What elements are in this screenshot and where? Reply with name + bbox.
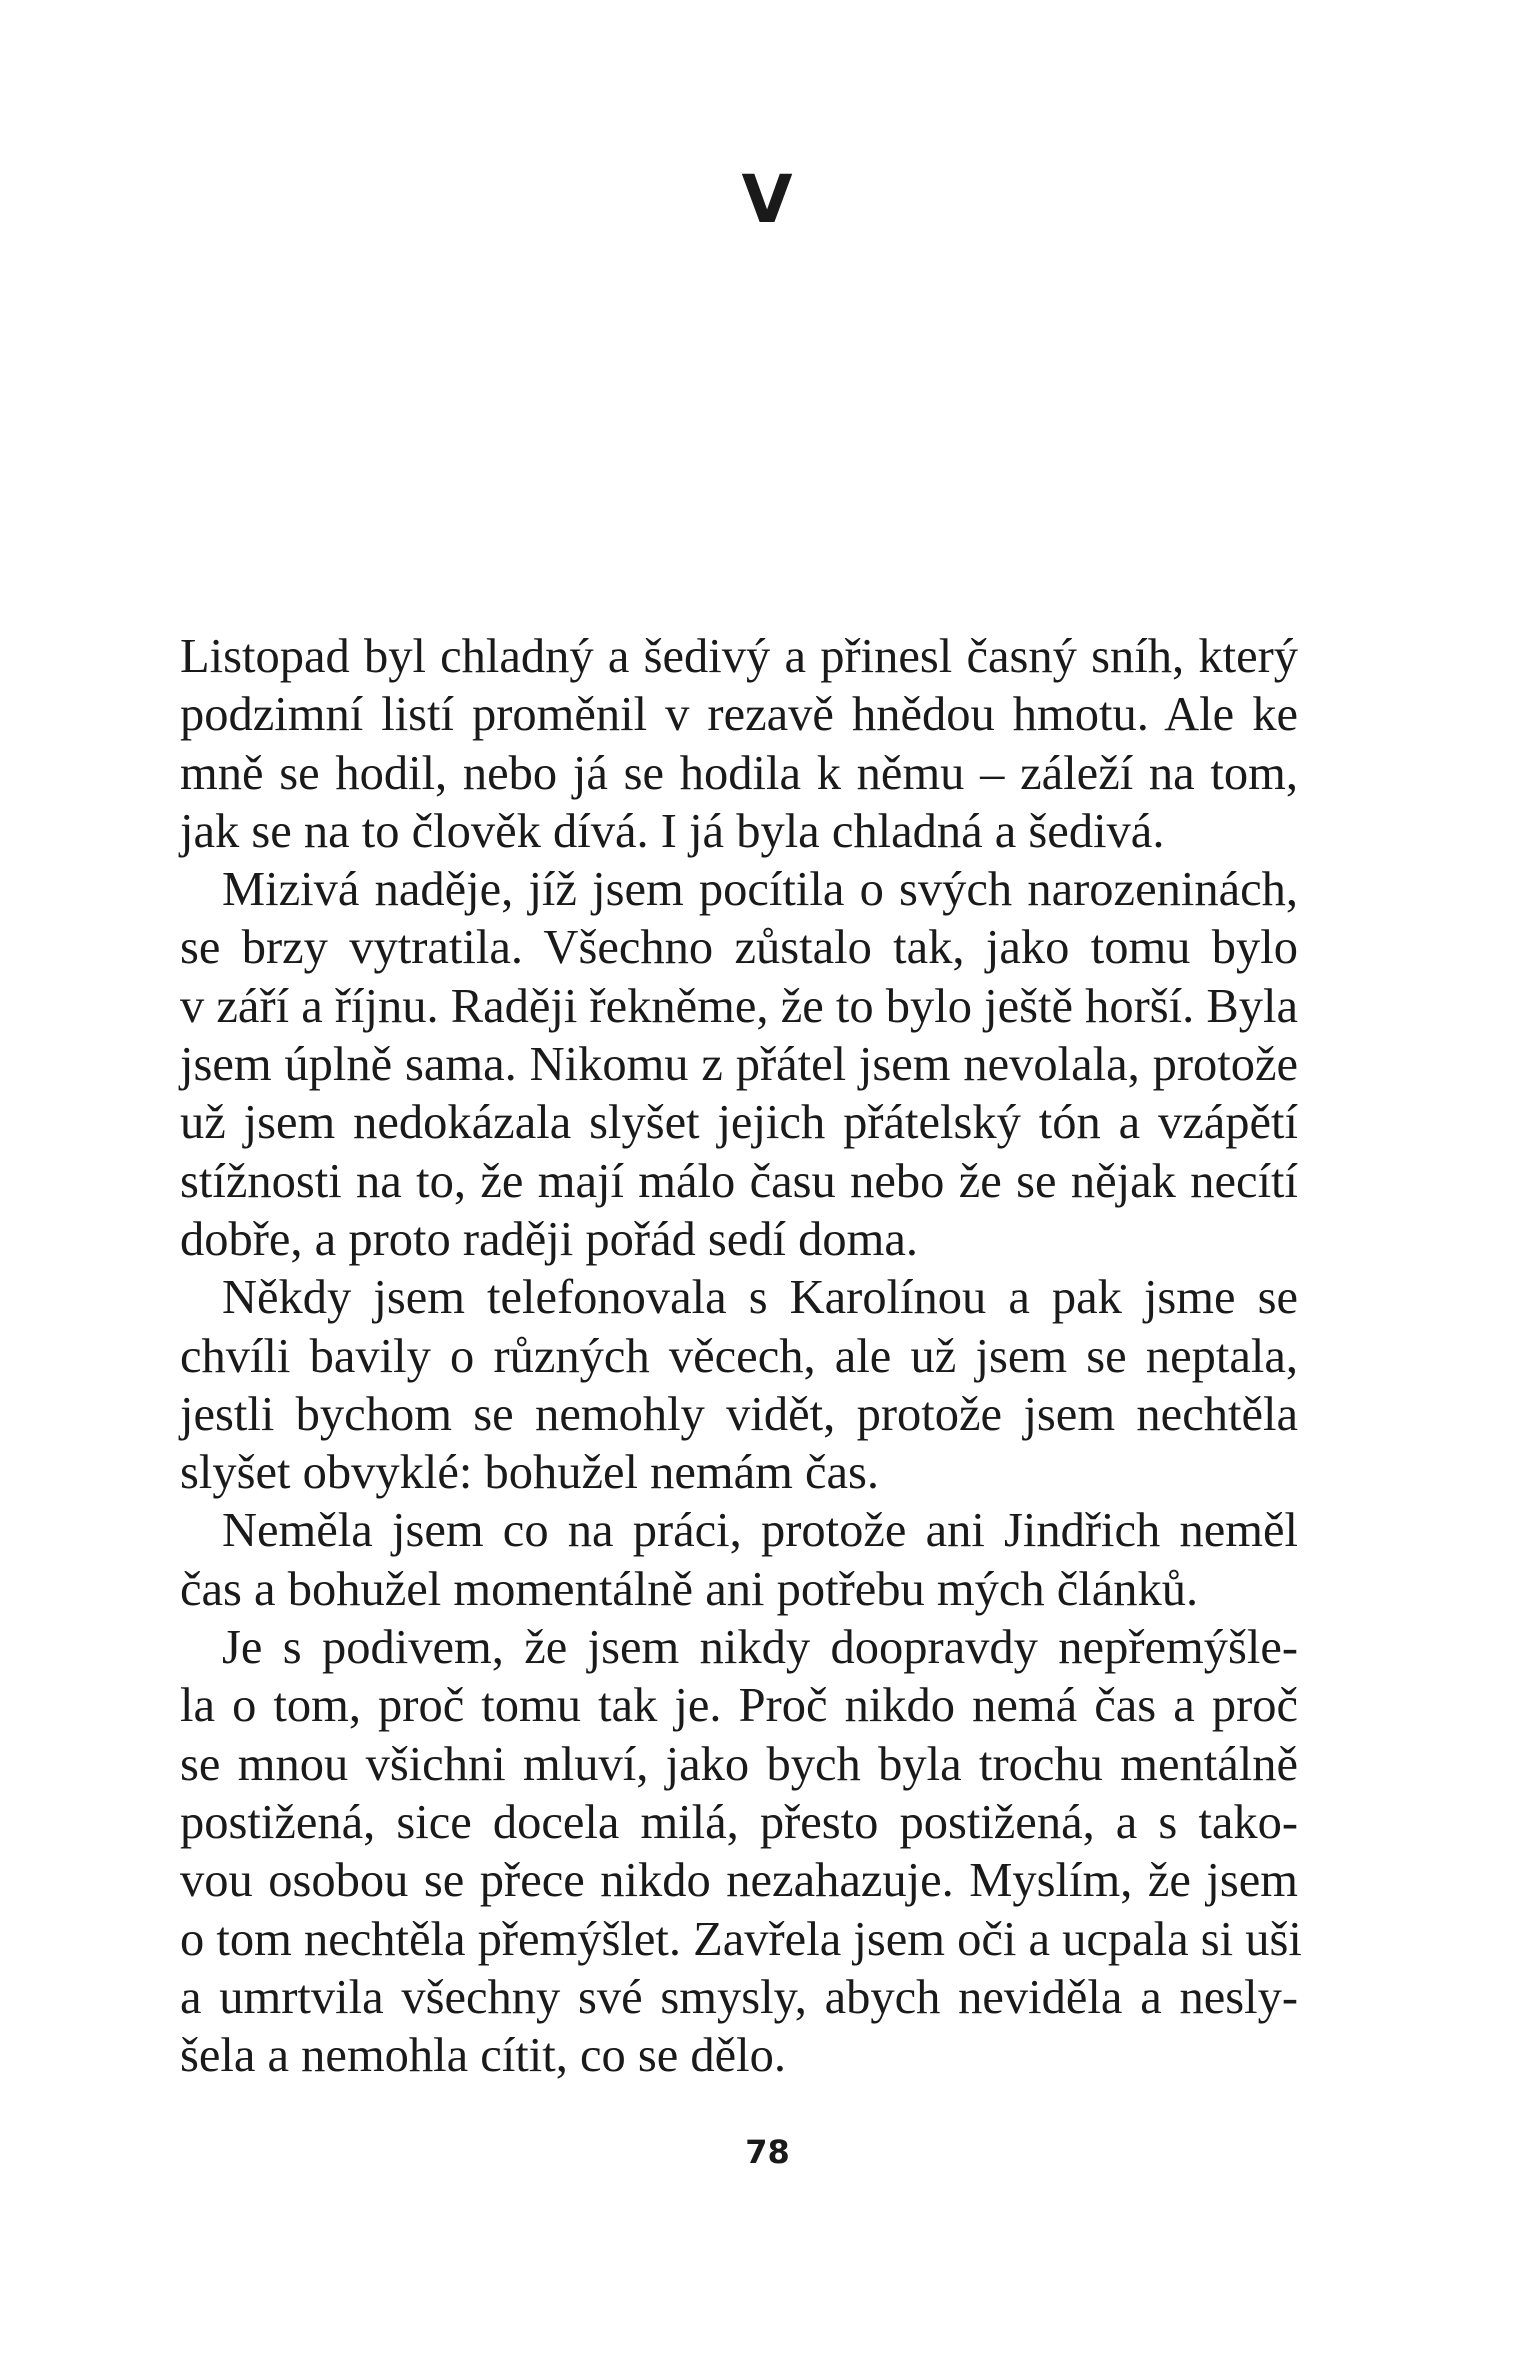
- text-line: podzimní listí proměnil v rezavě hnědou hmotu. Ale ke: [180, 688, 1298, 742]
- text-line: mně se hodil, nebo já se hodila k němu – záleží na tom,: [180, 746, 1298, 800]
- paragraph: [180, 1502, 1298, 1619]
- text-line: šela a nemohla cítit, co se dělo.: [180, 2029, 787, 2083]
- text-line: Mizivá naděje, jíž jsem pocítila o svých narozeninách,: [222, 863, 1298, 917]
- chapter-heading: V: [741, 161, 794, 238]
- text-line: Neměla jsem co na práci, protože ani Jindřich neměl: [222, 1504, 1298, 1558]
- page-number: 78: [745, 2133, 790, 2171]
- paragraph: [180, 1269, 1298, 1502]
- text-line: se mnou všichni mluví, jako bych byla trochu mentálně: [180, 1737, 1298, 1791]
- text-line: dobře, a proto raději pořád sedí doma.: [180, 1212, 919, 1266]
- text-line: stížnosti na to, že mají málo času nebo že se nějak necítí: [180, 1154, 1298, 1208]
- text-line: v září a říjnu. Raději řekněme, že to bylo ještě horší. Byla: [180, 979, 1298, 1033]
- paragraph: [180, 1619, 1302, 2085]
- paragraph: [180, 628, 1298, 861]
- text-line: čas a bohužel momentálně ani potřebu mých článků.: [180, 1562, 1199, 1616]
- text-line: jestli bychom se nemohly vidět, protože jsem nechtěla: [180, 1387, 1298, 1441]
- text-line: už jsem nedokázala slyšet jejich přátelský tón a vzápětí: [180, 1096, 1298, 1150]
- text-line: Někdy jsem telefonovala s Karolínou a pak jsme se: [222, 1271, 1298, 1325]
- text-line: slyšet obvyklé: bohužel nemám čas.: [180, 1446, 880, 1500]
- text-line: jsem úplně sama. Nikomu z přátel jsem nevolala, protože: [180, 1038, 1298, 1092]
- text-line: se brzy vytratila. Všechno zůstalo tak, jako tomu bylo: [180, 921, 1298, 975]
- text-line: a umrtvila všechny své smysly, abych neviděla a nesly-: [180, 1970, 1298, 2024]
- text-line: o tom nechtěla přemýšlet. Zavřela jsem oči a ucpala si uši: [180, 1912, 1302, 1966]
- text-line: la o tom, proč tomu tak je. Proč nikdo nemá čas a proč: [180, 1679, 1298, 1733]
- text-line: postižená, sice docela milá, přesto postižená, a s tako-: [180, 1795, 1298, 1849]
- text-line: vou osobou se přece nikdo nezahazuje. Myslím, že jsem: [180, 1854, 1298, 1908]
- text-line: Listopad byl chladný a šedivý a přinesl časný sníh, který: [180, 630, 1298, 683]
- text-line: chvíli bavily o různých věcech, ale už jsem se neptala,: [180, 1329, 1298, 1383]
- paragraph: [180, 861, 1298, 1269]
- text-line: Je s podivem, že jsem nikdy doopravdy nepřemýšle-: [222, 1621, 1298, 1675]
- body-text: [180, 628, 1302, 2085]
- text-line: jak se na to člověk dívá. I já byla chladná a šedivá.: [180, 804, 1165, 858]
